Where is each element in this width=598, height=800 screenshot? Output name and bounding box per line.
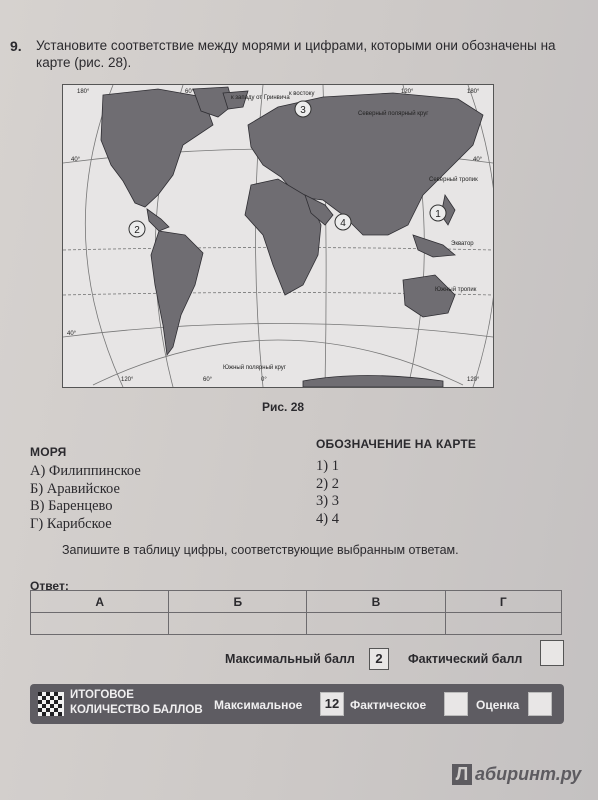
northern-tropic-label: Северный тропик: [429, 177, 478, 183]
marker-2: 2: [134, 225, 140, 236]
lon-180-left: 180°: [77, 89, 90, 95]
mark-option-4: 4) 4: [316, 510, 339, 527]
antarctic-circle-label: Южный полярный круг: [223, 365, 286, 371]
lon-120-bottom-left: 120°: [121, 377, 134, 383]
lon-120-bottom-right: 120°: [467, 377, 480, 383]
total-title: [70, 688, 203, 718]
checkered-flag-icon: [38, 692, 64, 716]
mark-option-3: 3) 3: [316, 493, 339, 509]
world-map: [62, 84, 494, 388]
answer-header-v: В: [307, 591, 445, 613]
max-score-label: Максимальный балл: [225, 652, 355, 666]
marks-title: ОБОЗНАЧЕНИЕ НА КАРТЕ: [316, 437, 477, 451]
total-score-band: [30, 684, 564, 724]
total-actual-box[interactable]: [444, 692, 468, 716]
seas-title: МОРЯ: [30, 445, 67, 459]
actual-score-box[interactable]: [540, 640, 564, 666]
seas-list: [30, 463, 141, 533]
lon-60-top: 60°: [185, 89, 195, 95]
total-grade-box[interactable]: [528, 692, 552, 716]
watermark-logo: [452, 764, 581, 785]
max-score-value: 2: [369, 648, 389, 670]
sea-option-a: А) Филиппинское: [30, 463, 141, 479]
sea-option-v: В) Баренцево: [30, 498, 113, 514]
total-max-value: 12: [320, 692, 344, 716]
sea-option-b: Б) Аравийское: [30, 480, 120, 497]
instruction-text: Запишите в таблицу цифры, соответствующие выбранным ответам.: [62, 543, 459, 557]
lat-40n-left: 40°: [71, 157, 81, 163]
marker-3: 3: [300, 105, 306, 116]
total-title-line2: КОЛИЧЕСТВО БАЛЛОВ: [70, 704, 203, 716]
greenwich-label: к западу от Гринвича: [231, 95, 290, 101]
lon-120-top: 120°: [401, 89, 414, 95]
mark-option-2: 2) 2: [316, 475, 339, 492]
lat-40n-right: 40°: [473, 157, 483, 163]
answer-cell-b[interactable]: [169, 613, 307, 635]
answer-table: [30, 590, 562, 635]
watermark-text: абиринт.ру: [475, 764, 582, 784]
mark-option-1: 1) 1: [316, 458, 339, 474]
lon-0-bottom: 0°: [261, 377, 267, 383]
lon-180-right: 180°: [467, 89, 480, 95]
southern-tropic-label: Южный тропик: [435, 287, 477, 293]
marker-1: 1: [435, 209, 441, 220]
answer-header-g: Г: [445, 591, 561, 613]
answer-cell-g[interactable]: [445, 613, 561, 635]
sea-option-g: Г) Карибское: [30, 515, 112, 532]
figure-caption: Рис. 28: [262, 400, 305, 414]
arctic-circle-label: Северный полярный круг: [358, 111, 429, 117]
marks-list: [316, 458, 339, 528]
answer-header-b: Б: [169, 591, 307, 613]
equator-label: Экватор: [451, 241, 474, 247]
question-number: 9.: [10, 38, 22, 54]
total-max-label: Максимальное: [214, 698, 303, 712]
east-label: к востоку: [289, 91, 315, 97]
answer-header-a: А: [31, 591, 169, 613]
marker-4: 4: [340, 218, 346, 229]
total-grade-label: Оценка: [476, 698, 520, 712]
total-actual-label: Фактическое: [350, 698, 427, 712]
total-title-line1: ИТОГОВОЕ: [70, 689, 134, 701]
answer-cell-a[interactable]: [31, 613, 169, 635]
watermark-letter: Л: [452, 764, 472, 785]
answer-cell-v[interactable]: [307, 613, 445, 635]
lat-40s: 40°: [67, 331, 77, 337]
lon-60-bottom: 60°: [203, 377, 213, 383]
answer-label: Ответ:: [30, 579, 69, 593]
question-text: Установите соответствие между морями и цифрами, которыми они обозначены на карте (рис. 28).: [36, 38, 556, 70]
actual-score-label: Фактический балл: [408, 652, 523, 666]
